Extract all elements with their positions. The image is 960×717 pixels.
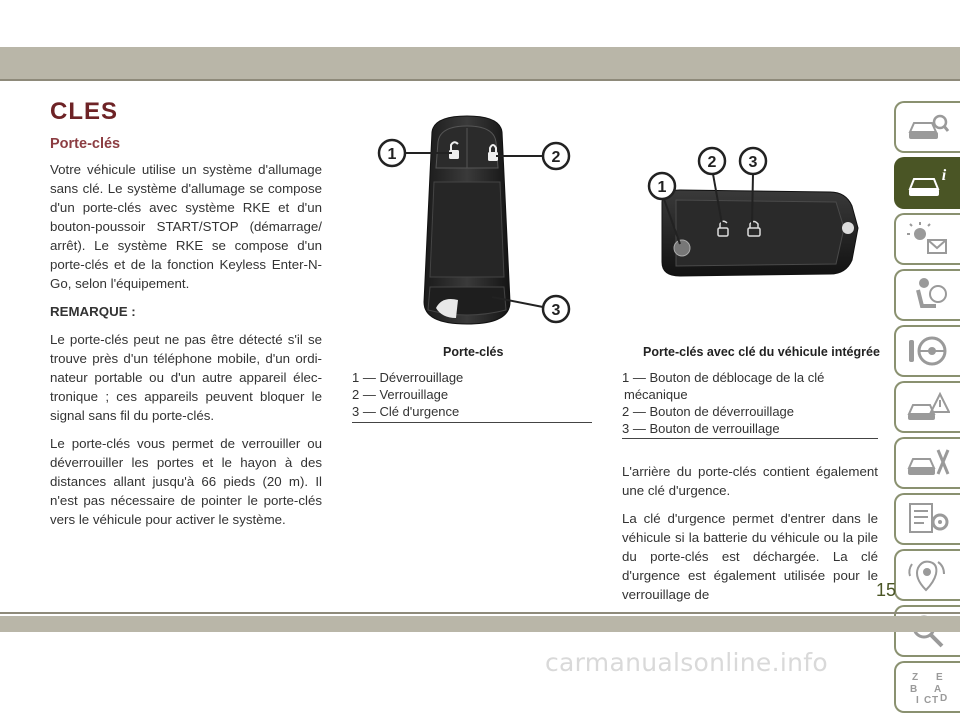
- figure1-rule: [352, 422, 592, 423]
- svg-text:E: E: [936, 672, 943, 683]
- legend-item: 3 — Clé d'urgence: [352, 404, 460, 419]
- figure1-legend: [352, 369, 463, 420]
- figure2-legend: [622, 369, 824, 437]
- svg-text:Z: Z: [912, 672, 919, 683]
- specifications-gear-icon: [906, 500, 950, 538]
- tab-emergency[interactable]: [894, 381, 960, 433]
- footer-rule: [0, 612, 960, 614]
- legend-item: mécanique: [624, 387, 688, 402]
- callout-1: 1: [387, 146, 397, 163]
- header-rule: [0, 79, 960, 81]
- tab-starting-operating[interactable]: [894, 325, 960, 377]
- key-fob-figure: [372, 112, 592, 327]
- legend-item: 2 — Verrouillage: [352, 387, 449, 402]
- figure2-caption: Porte-clés avec clé du véhicule intégrée: [643, 345, 880, 359]
- tab-alphabetical-index[interactable]: [894, 661, 960, 713]
- page-number: 15: [876, 580, 897, 600]
- svg-text:B: B: [910, 684, 918, 695]
- callout-2: 2: [551, 149, 561, 166]
- column-3: [622, 462, 878, 613]
- footer-band: [0, 616, 960, 632]
- callout-2: 2: [707, 154, 717, 171]
- range-paragraph: Le porte-clés vous permet de verrouiller ou déverrouiller les portes et le hayon à des distances allant jusqu'à 66 pieds (20 m). Il n'est pas nécessaire de pointer le porte-clés vers le véhicule pour activer le système.: [50, 436, 322, 527]
- seat-airbag-icon: [906, 276, 950, 314]
- tab-specifications[interactable]: [894, 493, 960, 545]
- tab-safety[interactable]: [894, 269, 960, 321]
- callout-1: 1: [657, 179, 667, 196]
- section-subtitle: Porte-clés: [50, 136, 121, 152]
- legend-item: 3 — Bouton de verrouillage: [622, 421, 780, 436]
- svg-text:A: A: [934, 684, 942, 695]
- legend-item: 1 — Déverrouillage: [352, 370, 464, 385]
- watermark: carmanualsonline.info: [545, 648, 828, 677]
- tab-vehicle-info[interactable]: [894, 157, 960, 209]
- page-title: CLES: [50, 98, 119, 125]
- tab-multimedia[interactable]: [894, 549, 960, 601]
- intro-paragraph: Votre véhicule utilise un système d'allumage sans clé. Le système d'allumage se compose d'un porte-clés avec système RKE et d'un bouton-poussoir START/STOP (démarrage/ arrêt). Le système RKE se compose d'un porte-clés et de la fonction Keyless Enter-N-Go, selon l'équipement.: [50, 162, 322, 291]
- multimedia-signal-icon: [906, 556, 950, 594]
- alphabet-index-icon: [906, 668, 950, 706]
- car-info-icon: [906, 164, 950, 202]
- legend-item: 2 — Bouton de déverrouillage: [622, 404, 795, 419]
- warning-lights-message-icon: [906, 220, 950, 258]
- note-label: REMARQUE :: [50, 304, 136, 319]
- svg-text:D: D: [940, 693, 948, 704]
- tab-servicing[interactable]: [894, 437, 960, 489]
- tab-instrument-panel[interactable]: [894, 213, 960, 265]
- svg-text:T: T: [932, 695, 939, 706]
- svg-text:i: i: [941, 167, 947, 184]
- tab-getting-to-know-vehicle[interactable]: [894, 101, 960, 153]
- figure1-caption: Porte-clés: [443, 345, 504, 359]
- steering-wheel-key-icon: [906, 332, 950, 370]
- emergency-key-paragraph: L'arrière du porte-clés contient également une clé d'urgence.: [622, 464, 878, 498]
- flip-key-figure: [640, 140, 870, 295]
- callout-3: 3: [551, 302, 561, 319]
- car-search-icon: [906, 108, 950, 146]
- column-1: [50, 160, 322, 538]
- emergency-key-use-paragraph: La clé d'urgence permet d'entrer dans le véhicule si la batterie du véhicule ou la pile du porte-clés est déchargée. La clé d'urgence est également utilisée pour le verrouillage de: [622, 511, 878, 602]
- figure2-rule: [622, 438, 878, 439]
- legend-item: 1 — Bouton de déblocage de la clé: [622, 370, 825, 385]
- car-warning-triangle-icon: [906, 388, 950, 426]
- header-band: [0, 47, 960, 79]
- svg-text:I: I: [916, 695, 919, 706]
- svg-text:C: C: [924, 695, 932, 706]
- note-paragraph: Le porte-clés peut ne pas être détecté s'il se trouve près d'un téléphone mobile, d'un ordi-nateur portable ou d'un autre appareil élec-tronique ; ces appareils peuvent bloquer le signal sans fil du porte-clés.: [50, 332, 322, 423]
- callout-3: 3: [748, 154, 758, 171]
- car-service-tools-icon: [906, 444, 950, 482]
